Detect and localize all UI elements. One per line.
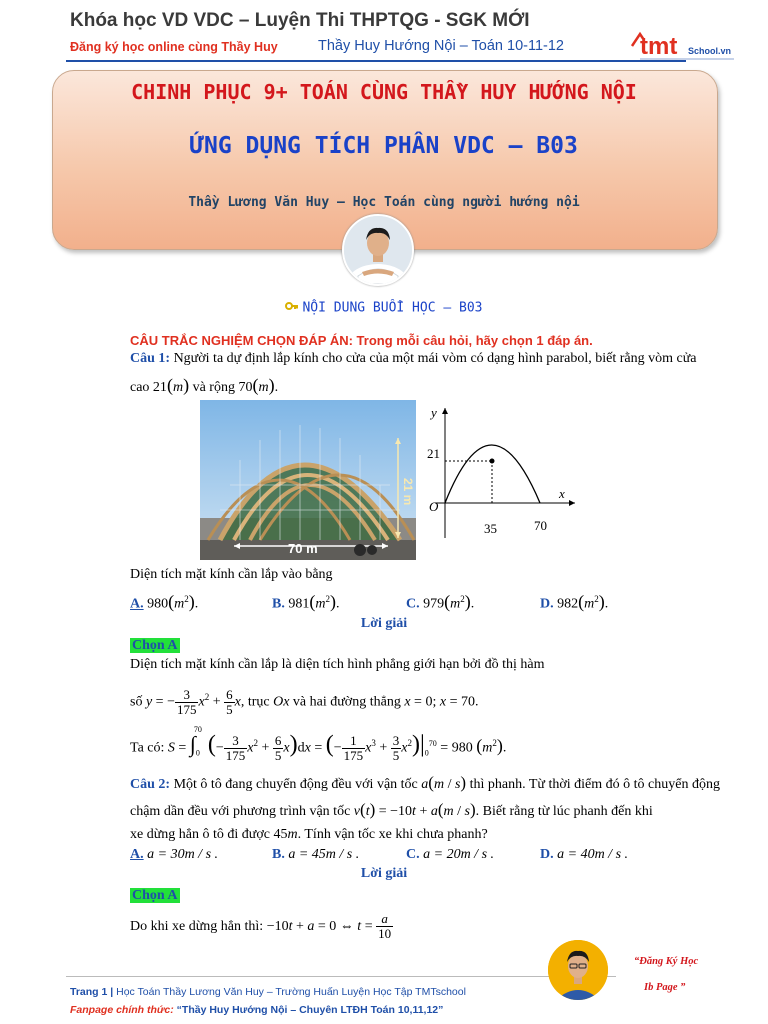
q1-label: Câu 1:	[130, 351, 171, 366]
svg-text:x: x	[559, 486, 565, 501]
svg-text:21: 21	[427, 446, 440, 461]
content-title	[0, 300, 768, 316]
q2-line3: xe dừng hẳn ô tô đi được 45m. Tính vận tốc xe khi chưa phanh?	[130, 827, 488, 842]
q2-option-c[interactable]: C. a = 20m / s .	[406, 847, 495, 862]
svg-text:y: y	[431, 405, 437, 420]
q1-option-a[interactable]: A. $980(m^2)$.	[130, 591, 199, 612]
footer-avatar	[548, 940, 608, 1000]
q1-line1	[130, 350, 697, 368]
banner-line1: CHINH PHỤC 9+ TOÁN CÙNG THẦY HUY HƯỚNG NỘI	[131, 80, 637, 104]
greenhouse-photo	[200, 400, 416, 560]
parabola-graph	[425, 403, 580, 543]
tmt-logo	[630, 26, 740, 66]
footer-line2: Fanpage chính thức: “Thầy Huy Hướng Nội – Chuyên LTĐH Toán 10,11,12”	[70, 1004, 444, 1016]
banner-title: ỨNG DỤNG TÍCH PHÂN VDC – B03	[190, 133, 578, 159]
footer-line1: Trang 1 | Học Toán Thầy Lương Văn Huy – Trường Huấn Luyện Học Tập TMTschool	[70, 986, 466, 998]
q2-solution-heading: Lời giải	[360, 866, 408, 881]
q1-line2: cao 21(m) và rộng 70(m).	[130, 375, 279, 395]
teacher-tag: Thầy Huy Hướng Nội – Toán 10-11-12	[318, 38, 564, 54]
q2-option-d[interactable]: D. a = 40m / s .	[540, 847, 629, 862]
q1-solution-line2: số y = − $\frac{3}{175}$ $x^2$ + $\frac{6}{5}$ x, trục Ox và hai đường thẳng x = 0; x = 70.	[130, 686, 479, 717]
section-heading: CÂU TRẮC NGHIỆM CHỌN ĐÁP ÁN: Trong mỗi câu hỏi, hãy chọn 1 đáp án.	[130, 333, 593, 348]
svg-text:70: 70	[534, 518, 547, 533]
footer-divider	[66, 976, 616, 977]
register-text: Đăng ký học online cùng Thầy Huy	[70, 40, 278, 54]
banner-subtitle: Thầy Lương Văn Huy – Học Toán cùng người hướng nội	[188, 195, 580, 210]
q2-line1: Câu 2: Một ô tô đang chuyển động đều với vận tốc a(m / s) thì phanh. Từ thời điểm đó ô tô chuyển động	[130, 773, 720, 792]
q2-solution-line1: Do khi xe dừng hẳn thì: −10t + a = 0 ⇔ t = $\frac{a}{10}$	[130, 911, 392, 942]
q1-question: Diện tích mặt kính cần lắp vào bằng	[130, 567, 333, 582]
q1-option-b[interactable]: B. $981(m^2)$.	[272, 591, 340, 612]
course-title: Khóa học VD VDC – Luyện Thi THPTQG - SGK MỚI	[70, 10, 530, 31]
q2-option-a[interactable]: A. a = 30m / s .	[130, 847, 219, 862]
content-title-text: NỘI DUNG BUỔI HỌC – B03	[302, 300, 483, 316]
q2-option-b[interactable]: B. a = 45m / s .	[272, 847, 360, 862]
svg-text:tmt: tmt	[640, 33, 678, 60]
q1-solution-line3: Ta có: $S = \int_0^{70}(-$ $\frac{3}{175}$ $x^2$ + $\frac{6}{5}$ x)dx = (− $\frac{1}{175}$ $x^3$ + $\frac{3}{5}$ $x^2)|_0^{70} = 980$ $(m^2)$.	[130, 725, 507, 763]
register-cta: “Đăng Ký Học	[634, 956, 699, 967]
q1-option-c[interactable]: C. $979(m^2)$.	[406, 591, 475, 612]
q1-solution-heading: Lời giải	[360, 616, 408, 631]
q2-line2: chậm dần đều với phương trình vận tốc v(t) = −10t + a(m / s). Biết rằng từ lúc phanh đến khi	[130, 800, 653, 819]
svg-text:O: O	[429, 499, 439, 514]
q1-answer-badge: Chọn A	[132, 638, 178, 653]
svg-text:School.vn: School.vn	[688, 46, 732, 56]
svg-text:21 m: 21 m	[401, 478, 415, 506]
svg-text:35: 35	[484, 521, 497, 536]
q1-text1: Người ta dự định lắp kính cho cửa của một mái vòm có dạng hình parabol, biết rằng vòm cửa	[170, 351, 697, 366]
key-icon	[285, 300, 299, 316]
q1-solution-line1: Diện tích mặt kính cần lắp là diện tích hình phẳng giới hạn bởi đồ thị hàm	[130, 657, 545, 672]
header-divider	[66, 60, 686, 62]
svg-text:70 m: 70 m	[288, 541, 318, 556]
q2-answer-badge: Chọn A	[132, 888, 178, 903]
q1-option-d[interactable]: D. $982(m^2)$.	[540, 591, 609, 612]
ib-page-cta: Ib Page ”	[644, 982, 686, 993]
teacher-avatar	[342, 214, 414, 286]
